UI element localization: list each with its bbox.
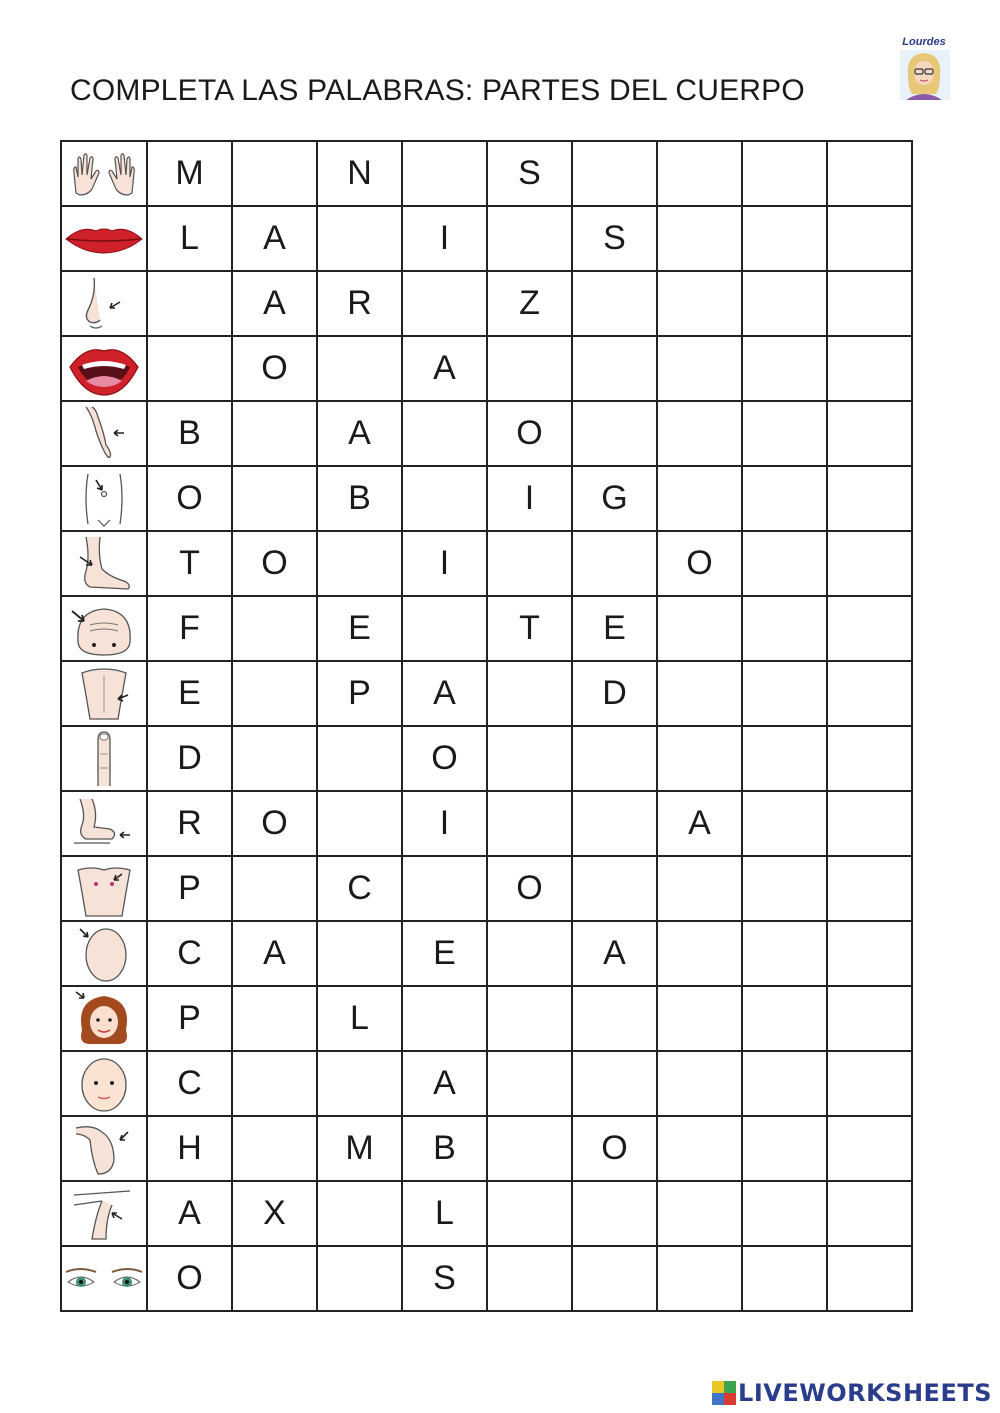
lips-icon (62, 223, 146, 255)
grid-row (61, 141, 912, 206)
blank-letter-cell[interactable] (232, 726, 317, 791)
row-picture (61, 1181, 147, 1246)
grid-row (61, 206, 912, 271)
grid-row (61, 791, 912, 856)
blank-letter-cell[interactable] (827, 1116, 912, 1181)
blank-letter-cell[interactable] (657, 1051, 742, 1116)
letter-cell: I (402, 206, 487, 271)
blank-letter-cell[interactable] (232, 1051, 317, 1116)
grid-row (61, 596, 912, 661)
grid-row (61, 661, 912, 726)
blank-letter-cell[interactable] (657, 921, 742, 986)
blank-letter-cell[interactable] (827, 791, 912, 856)
blank-letter-cell[interactable] (147, 336, 232, 401)
letter-cell: M (147, 141, 232, 206)
blank-letter-cell[interactable] (742, 206, 827, 271)
back-icon (62, 665, 146, 723)
letter-cell: B (317, 466, 402, 531)
row-picture (61, 466, 147, 531)
letter-cell: E (317, 596, 402, 661)
blank-letter-cell[interactable] (827, 401, 912, 466)
blank-letter-cell[interactable] (572, 531, 657, 596)
blank-letter-cell[interactable] (827, 466, 912, 531)
blank-letter-cell[interactable] (742, 856, 827, 921)
letter-cell: A (402, 336, 487, 401)
blank-letter-cell[interactable] (827, 531, 912, 596)
navel-icon (62, 470, 146, 528)
letter-cell: B (147, 401, 232, 466)
letter-cell: E (402, 921, 487, 986)
blank-letter-cell[interactable] (402, 141, 487, 206)
letter-cell: I (402, 531, 487, 596)
blank-letter-cell[interactable] (232, 1246, 317, 1311)
blank-letter-cell[interactable] (742, 596, 827, 661)
grid-row (61, 401, 912, 466)
letter-cell: P (147, 856, 232, 921)
letter-cell: C (317, 856, 402, 921)
row-picture (61, 661, 147, 726)
letter-cell: Z (487, 271, 572, 336)
letter-cell: S (487, 141, 572, 206)
blank-letter-cell[interactable] (742, 1051, 827, 1116)
letter-cell: D (572, 661, 657, 726)
nose-icon (62, 276, 146, 332)
blank-letter-cell[interactable] (827, 271, 912, 336)
blank-letter-cell[interactable] (572, 726, 657, 791)
blank-letter-cell[interactable] (827, 1051, 912, 1116)
letter-cell: H (147, 1116, 232, 1181)
finger-icon (62, 730, 146, 788)
blank-letter-cell[interactable] (657, 1181, 742, 1246)
letter-cell: E (572, 596, 657, 661)
row-picture (61, 336, 147, 401)
blank-letter-cell[interactable] (317, 206, 402, 271)
blank-letter-cell[interactable] (487, 726, 572, 791)
grid-row (61, 986, 912, 1051)
letter-cell: G (572, 466, 657, 531)
letter-cell: O (487, 856, 572, 921)
letter-cell: O (232, 336, 317, 401)
letter-cell: A (232, 921, 317, 986)
letter-cell: A (402, 1051, 487, 1116)
blank-letter-cell[interactable] (402, 271, 487, 336)
blank-letter-cell[interactable] (487, 1116, 572, 1181)
grid-row (61, 466, 912, 531)
blank-letter-cell[interactable] (657, 1116, 742, 1181)
blank-letter-cell[interactable] (487, 1051, 572, 1116)
grid-row (61, 1181, 912, 1246)
blank-letter-cell[interactable] (742, 401, 827, 466)
letter-cell: O (402, 726, 487, 791)
letter-cell: A (657, 791, 742, 856)
blank-letter-cell[interactable] (232, 1116, 317, 1181)
letter-cell: O (572, 1116, 657, 1181)
row-picture (61, 1116, 147, 1181)
blank-letter-cell[interactable] (742, 466, 827, 531)
letter-cell: O (147, 466, 232, 531)
blank-letter-cell[interactable] (827, 986, 912, 1051)
row-picture (61, 596, 147, 661)
row-picture (61, 856, 147, 921)
blank-letter-cell[interactable] (827, 1246, 912, 1311)
blank-letter-cell[interactable] (487, 986, 572, 1051)
armpit-icon (62, 1185, 146, 1243)
letter-cell: E (147, 661, 232, 726)
row-picture (61, 986, 147, 1051)
eyes-icon (62, 1264, 146, 1294)
blank-letter-cell[interactable] (232, 141, 317, 206)
letter-cell: L (147, 206, 232, 271)
blank-letter-cell[interactable] (402, 986, 487, 1051)
chest-icon (62, 860, 146, 918)
blank-letter-cell[interactable] (657, 466, 742, 531)
blank-letter-cell[interactable] (742, 141, 827, 206)
blank-letter-cell[interactable] (742, 1246, 827, 1311)
grid-row (61, 1246, 912, 1311)
row-picture (61, 1051, 147, 1116)
row-picture (61, 531, 147, 596)
blank-letter-cell[interactable] (232, 401, 317, 466)
mouth-icon (62, 341, 146, 397)
blank-letter-cell[interactable] (572, 791, 657, 856)
blank-letter-cell[interactable] (317, 726, 402, 791)
author-logo-label: Lourdes (902, 36, 946, 48)
letter-cell: A (232, 271, 317, 336)
blank-letter-cell[interactable] (572, 141, 657, 206)
blank-letter-cell[interactable] (232, 596, 317, 661)
letter-cell: P (317, 661, 402, 726)
brand-name: LIVEWORKSHEETS (738, 1379, 992, 1407)
blank-letter-cell[interactable] (742, 921, 827, 986)
blank-letter-cell[interactable] (742, 531, 827, 596)
blank-letter-cell[interactable] (742, 1181, 827, 1246)
letter-cell: N (317, 141, 402, 206)
forehead-icon (62, 601, 146, 657)
blank-letter-cell[interactable] (572, 1246, 657, 1311)
row-picture (61, 271, 147, 336)
blank-letter-cell[interactable] (827, 661, 912, 726)
blank-letter-cell[interactable] (487, 336, 572, 401)
blank-letter-cell[interactable] (487, 206, 572, 271)
blank-letter-cell[interactable] (572, 336, 657, 401)
row-picture (61, 791, 147, 856)
blank-letter-cell[interactable] (317, 1181, 402, 1246)
letter-cell: A (232, 206, 317, 271)
letter-cell: S (402, 1246, 487, 1311)
blank-letter-cell[interactable] (657, 986, 742, 1051)
blank-letter-cell[interactable] (317, 1051, 402, 1116)
blank-letter-cell[interactable] (742, 271, 827, 336)
letter-cell: X (232, 1181, 317, 1246)
row-picture (61, 1246, 147, 1311)
letter-cell: I (402, 791, 487, 856)
arm-icon (62, 405, 146, 463)
ankle-icon (62, 535, 146, 593)
blank-letter-cell[interactable] (742, 661, 827, 726)
blank-letter-cell[interactable] (827, 596, 912, 661)
blank-letter-cell[interactable] (317, 336, 402, 401)
blank-letter-cell[interactable] (827, 921, 912, 986)
letter-cell: F (147, 596, 232, 661)
blank-letter-cell[interactable] (657, 1246, 742, 1311)
grid-row (61, 1051, 912, 1116)
grid-row (61, 336, 912, 401)
letter-cell: L (317, 986, 402, 1051)
letter-cell: A (572, 921, 657, 986)
blank-letter-cell[interactable] (742, 726, 827, 791)
blank-letter-cell[interactable] (657, 141, 742, 206)
shoulder-icon (62, 1120, 146, 1178)
blank-letter-cell[interactable] (572, 1181, 657, 1246)
page-title: COMPLETA LAS PALABRAS: PARTES DEL CUERPO (70, 74, 805, 107)
letter-cell: M (317, 1116, 402, 1181)
blank-letter-cell[interactable] (657, 596, 742, 661)
blank-letter-cell[interactable] (657, 856, 742, 921)
blank-letter-cell[interactable] (232, 661, 317, 726)
letter-cell: D (147, 726, 232, 791)
blank-letter-cell[interactable] (657, 271, 742, 336)
blank-letter-cell[interactable] (827, 856, 912, 921)
letter-cell: I (487, 466, 572, 531)
blank-letter-cell[interactable] (572, 271, 657, 336)
letter-cell: L (402, 1181, 487, 1246)
letters-grid (60, 140, 913, 1312)
grid-row (61, 856, 912, 921)
letter-cell: C (147, 921, 232, 986)
blank-letter-cell[interactable] (317, 1246, 402, 1311)
blank-letter-cell[interactable] (572, 401, 657, 466)
letter-cell: P (147, 986, 232, 1051)
grid-row (61, 1116, 912, 1181)
blank-letter-cell[interactable] (827, 141, 912, 206)
grid-row (61, 726, 912, 791)
face-icon (62, 1055, 146, 1113)
blank-letter-cell[interactable] (487, 531, 572, 596)
elbow-icon (62, 795, 146, 853)
blank-letter-cell[interactable] (572, 986, 657, 1051)
blank-letter-cell[interactable] (657, 336, 742, 401)
blank-letter-cell[interactable] (827, 1181, 912, 1246)
letter-cell: O (147, 1246, 232, 1311)
blank-letter-cell[interactable] (742, 986, 827, 1051)
letter-cell: T (147, 531, 232, 596)
blank-letter-cell[interactable] (827, 336, 912, 401)
letter-cell: O (657, 531, 742, 596)
letter-cell: T (487, 596, 572, 661)
blank-letter-cell[interactable] (657, 661, 742, 726)
row-picture (61, 726, 147, 791)
letter-cell: O (232, 791, 317, 856)
letter-cell: C (147, 1051, 232, 1116)
letter-cell: A (402, 661, 487, 726)
head-icon (62, 925, 146, 983)
letter-cell: A (317, 401, 402, 466)
blank-letter-cell[interactable] (742, 791, 827, 856)
letter-cell: O (232, 531, 317, 596)
blank-letter-cell[interactable] (487, 791, 572, 856)
letter-cell: S (572, 206, 657, 271)
blank-letter-cell[interactable] (487, 921, 572, 986)
brand-footer (712, 1378, 992, 1408)
letter-cell: A (147, 1181, 232, 1246)
grid-row (61, 921, 912, 986)
author-logo (896, 36, 952, 102)
blank-letter-cell[interactable] (317, 531, 402, 596)
blank-letter-cell[interactable] (232, 466, 317, 531)
letter-cell: R (317, 271, 402, 336)
letter-cell: R (147, 791, 232, 856)
row-picture (61, 141, 147, 206)
blank-letter-cell[interactable] (232, 856, 317, 921)
row-picture (61, 206, 147, 271)
blank-letter-cell[interactable] (487, 1246, 572, 1311)
blank-letter-cell[interactable] (147, 271, 232, 336)
blank-letter-cell[interactable] (827, 726, 912, 791)
row-picture (61, 401, 147, 466)
blank-letter-cell[interactable] (827, 206, 912, 271)
row-picture (61, 921, 147, 986)
letter-cell: O (487, 401, 572, 466)
blank-letter-cell[interactable] (657, 401, 742, 466)
blank-letter-cell[interactable] (572, 1051, 657, 1116)
blank-letter-cell[interactable] (317, 921, 402, 986)
blank-letter-cell[interactable] (402, 856, 487, 921)
blank-letter-cell[interactable] (742, 1116, 827, 1181)
blank-letter-cell[interactable] (572, 856, 657, 921)
blank-letter-cell[interactable] (402, 466, 487, 531)
liveworksheets-logo-icon (712, 1381, 736, 1405)
blank-letter-cell[interactable] (487, 1181, 572, 1246)
blank-letter-cell[interactable] (402, 596, 487, 661)
blank-letter-cell[interactable] (402, 401, 487, 466)
hair-icon (62, 990, 146, 1048)
blank-letter-cell[interactable] (657, 726, 742, 791)
blank-letter-cell[interactable] (487, 661, 572, 726)
hands-icon (62, 149, 146, 199)
blank-letter-cell[interactable] (742, 336, 827, 401)
blank-letter-cell[interactable] (317, 791, 402, 856)
blank-letter-cell[interactable] (657, 206, 742, 271)
blank-letter-cell[interactable] (232, 986, 317, 1051)
letter-cell: B (402, 1116, 487, 1181)
grid-row (61, 531, 912, 596)
grid-row (61, 271, 912, 336)
